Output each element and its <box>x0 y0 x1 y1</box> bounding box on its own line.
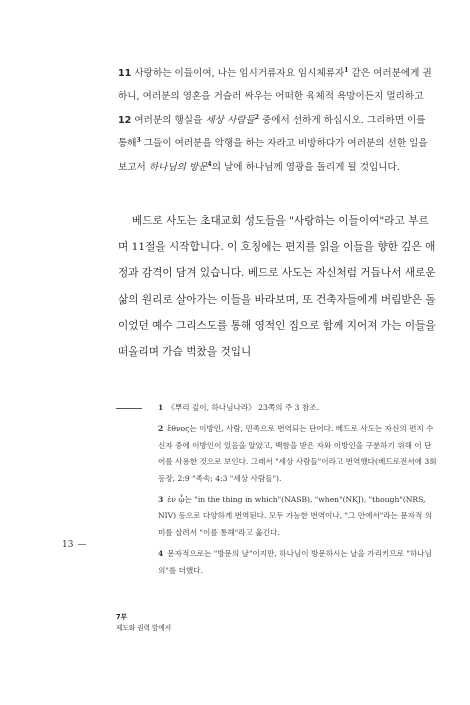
footnotes <box>158 400 438 584</box>
footnote-3 <box>158 492 438 541</box>
verse-12-text-cont2: 그들이 여러분을 악행을 하는 자라고 비방하다가 여러분의 선한 일을 보고서 <box>118 138 428 173</box>
footnote-ref-1[interactable]: 1 <box>344 66 349 74</box>
footnote-2 <box>158 421 438 487</box>
part-title: 제도와 권력 앞에서 <box>116 624 172 632</box>
footnote-text: ἐν ᾧ는 "in the thing in which"(NASB), "when"(NKJ), "though"(NRS, NIV) 등으로 다양하게 번역된다. 모두 가능한 번역이나, "그 안에서"라는 문자적 의미를 살려서 "이를 통해"라고 옮긴다. <box>158 495 433 537</box>
verse-12-text-cont: 중에서 선하게 하십시오. 그리하면 이를 통해 <box>118 114 426 150</box>
verse-number-11: 11 <box>118 68 132 79</box>
page-number-dash: — <box>77 540 87 550</box>
footnote-ref-4[interactable]: 4 <box>207 160 212 168</box>
footnote-1 <box>158 400 438 416</box>
page-number <box>62 540 86 550</box>
page-number-value: 13 <box>62 540 74 550</box>
footnote-text: ἔθνος는 이방인, 사람, 민족으로 번역되는 단어다. 베드로 사도는 자신의 편지 수신자 중에 이방인이 있음을 알았고, 백함을 받은 자와 이방인을 구분하기 위해 이 단어를 사용한 것으로 보인다. 그래서 "세상 사람들"이라고 번역했다(베드로전서에 3회 등장, 2:9 "족속; 4:3 "세상 사람들"). <box>158 424 437 483</box>
part-label: 7부 <box>116 613 127 621</box>
scripture-paragraph <box>118 62 436 179</box>
footnote-number: 3 <box>158 495 164 505</box>
verse-11-text: 사랑하는 이들이여, 나는 임시거류자요 임시체류자 <box>131 68 345 79</box>
verse-number-12: 12 <box>118 114 132 126</box>
body-text <box>118 208 438 365</box>
footnote-number: 1 <box>158 403 164 412</box>
verse-11-text-cont: 같은 여러분에게 권하니, 여러분의 영혼을 거슬러 싸우는 어떠한 육체적 욕망이든지 멀리하고 <box>118 68 432 103</box>
footnote-number: 2 <box>158 424 164 434</box>
running-footer <box>116 612 171 634</box>
verse-12-italic-world: 세상 사람들 <box>205 114 255 126</box>
footnote-divider <box>116 408 142 409</box>
verse-12-italic-visit: 하나님의 방문 <box>148 161 208 173</box>
verse-12-text: 여러분의 행실을 <box>131 114 206 126</box>
body-paragraph: 베드로 사도는 초대교회 성도들을 "사랑하는 이들이여"라고 부르며 11절을 시작합니다. 이 호칭에는 편지를 읽을 이들을 향한 깊은 애정과 감격이 담겨 있습니다. 베드로 사도는 자신처럼 거듭나서 새로운 삶의 원리로 살아가는 이들을 바라보며, 또 건축자들에게 버림받은 돌이었던 예수 그리스도를 통해 영적인 집으로 함께 지어져 가는 이들을 떠올리며 가슴 벅찼을 것입니 <box>118 215 436 359</box>
footnote-text: 문자적으로는 "방문의 날"이지만, 하나님이 방문하시는 날을 가리키므로 "하나님의"를 더했다. <box>158 549 432 575</box>
footnote-4 <box>158 546 438 579</box>
footnote-ref-3[interactable]: 3 <box>136 137 141 145</box>
footnote-number: 4 <box>158 549 164 559</box>
footnote-ref-2[interactable]: 2 <box>254 113 259 121</box>
footnote-text: 《뿌리 깊이, 하나님나라》 23쪽의 주 3 참조. <box>167 403 319 412</box>
verse-12-text-end: 의 날에 하나님께 영광을 돌리게 될 것입니다. <box>211 161 400 173</box>
scripture-quote <box>118 62 436 179</box>
